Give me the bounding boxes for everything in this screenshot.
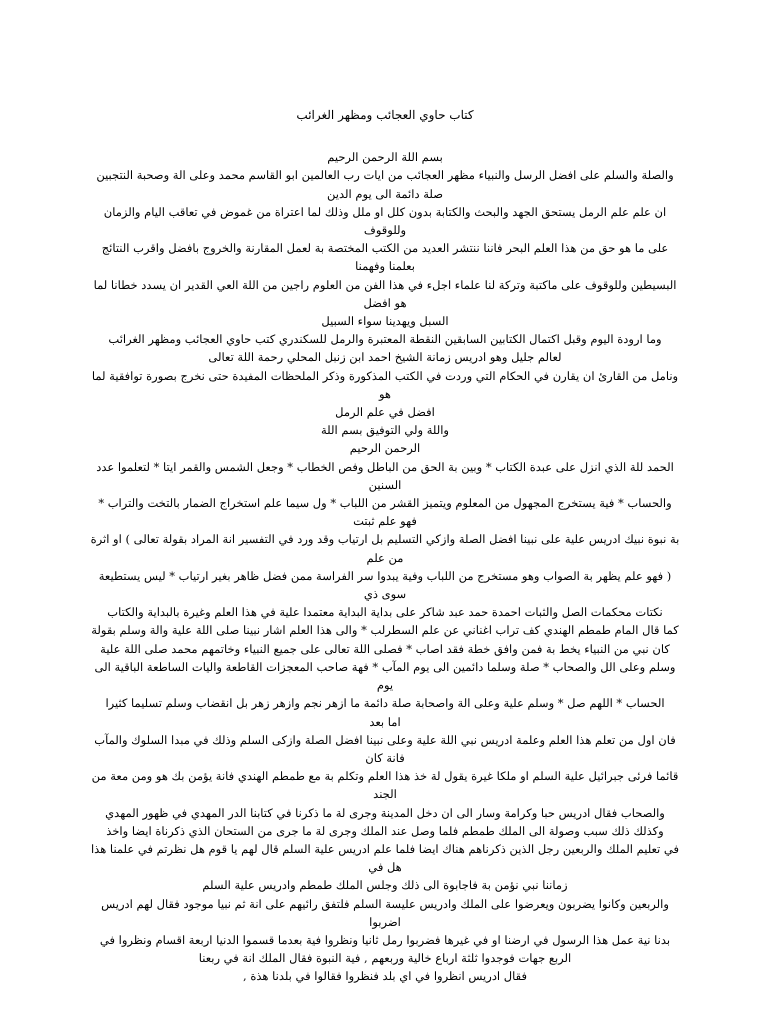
text-line: واللة ولي التوفيق بسم اللة: [321, 423, 449, 438]
text-line: وما ارودة اليوم وقبل اكتمال الكتابين السابقين النقطة المعتبرة والرمل للسكندري كتب حاوي العجائب ومظهر الغرائب: [108, 332, 662, 347]
text-line: وسلم وعلى الل والصحاب * صلة وسلما دائمين الى يوم المآب * فهة صاحب المعجزات القاطعة واليات الساطعة الباقية الى يوم: [94, 659, 676, 693]
text-line: كما قال المام طمطم الهندي كف تراب اغناني عن علم السطرلب * والى هذا العلم اشار نبينا صلى اللة علية والة وسلم بقولة: [91, 623, 679, 638]
text-line: بدنا نية عمل هذا الرسول في ارضنا او في غيرها فضربوا رمل ثانيا ونظروا فية بعدما قسموا الدنيا اربعة اقسام ونظروا في: [99, 932, 671, 947]
text-line: اما بعد: [369, 714, 401, 729]
text-line: الحساب * اللهم صل * وسلم علية وعلى الة واصحابة صلة دائمة ما ازهر نجم وازهر زهر بل انقضاب وسلم تسليما كثيرا: [105, 696, 665, 711]
document-body: [90, 106, 680, 986]
text-line: ( فهو علم يظهر بة الصواب وهو مستخرج من اللباب وفية يبدوا سر الفراسة ممن فضل ظاهر بغير ارتياب * ليس يستطيعة سوى ذي: [98, 568, 672, 602]
text-line: ان علم علم الرمل يستحق الجهد والبحث والكتابة بدون كلل او ملل وذلك لما اعتراة من غموض في تعاقب اليام والزمان وللوقوف: [103, 204, 667, 238]
text-line: افضل في علم الرمل: [335, 405, 435, 420]
text-line: قائما فرئى جبرائيل علية السلم او ملكا غيرة يقول لة خذ هذا العلم وتكلم بة مع طمطم الهندي فانة يؤمن بك هو ومن معة من الجند: [91, 769, 679, 802]
text-line: الرحمن الرحيم: [349, 441, 421, 456]
text-line: الحمد للة الذي انزل على عبدة الكتاب * وبين بة الحق من الباطل وفص الخطاب * وجعل الشمس والقمر ايتا * لتعلموا عدد السنين: [96, 459, 674, 492]
text-line: وكذلك ذلك سبب وصولة الى الملك طمطم فلما وصل عند الملك وجرى لة ما جرى من الستحان الذي ذكرناة ايضا واخذ: [106, 823, 664, 838]
text-line: على ما هو حق من هذا العلم البحر فاننا ننتشر العديد من الكتب المختصة بة لعمل المقارنة والخروج بافضل واقرب النتائج بعلمنا وفهمنا: [101, 241, 669, 274]
text-line: في تعليم الملك والربعين رجل الذين ذكرناهم هناك ايضا فلما علم ادريس علية السلم قال لهم يا قوم هل نظرتم في علمنا هذا هل في: [90, 841, 679, 875]
text-line: والحساب * فية يستخرج المجهول من المعلوم ويتميز القشر من اللباب * ول سيما علم استخراج الضمار بالتخت والتراب * فهو علم ثبتت: [98, 496, 672, 529]
text-line: والصحاب فقال ادريس حبا وكرامة وسار الى ان دخل المدينة وجرى لة ما ذكرنا في كتابنا الدر المهدي في ظهور المهدي: [105, 805, 665, 820]
text-line: زماننا نبي نؤمن بة فاجابوة الى ذلك وجلس الملك طمطم وادريس علية السلم: [202, 878, 568, 893]
document-lines: [90, 148, 680, 985]
text-line: فقال ادريس انظروا في اي بلد فنظروا فقالوا في بلدنا هذة ,: [243, 969, 527, 984]
text-line: ونامل من القارئ ان يقارن في الحكام التي وردت في الكتب المذكورة وذكر الملحظات المفيدة حتى نخرج بصورة توافقية لما هو: [91, 368, 679, 401]
text-line: صلة دائمة الى يوم الدين: [327, 186, 443, 201]
text-line: والربعين وكانوا يضربون ويعرضوا على الملك وادريس عليسة السلم فلتفق رائيهم على انة ثم نبيا موجود فقال لهم ادريس اضربوا: [101, 896, 669, 929]
text-line: والصلة والسلم على افضل الرسل والنبياء مظهر العجائب من ايات رب العالمين ابو القاسم محمد وعلى الة وصحبة النتجبين: [96, 168, 674, 183]
text-line: بة نبوة نبيك ادريس علية على نبينا افضل الصلة وازكي التسليم بل ارتياب وقد ورد في التفسير انة المراد بقولة تعالى ) او اثرة من علم: [90, 532, 680, 565]
text-line: الربع جهات فوجدوا ثلثة ارباع خالية وربعهم , فية النبوة فقال الملك انة في ربعنا: [198, 951, 572, 966]
text-line: نكتات محكمات الصل والثبات احمدة حمد عبد شاكر على بداية البداية معتمدا علية في هذا العلم وغيرة بالبداية والكتاب: [107, 605, 663, 620]
text-line: فان اول من تعلم هذا العلم وعلمة ادريس نبي اللة علية وعلى نبينا افضل الصلة وازكى السلم وذلك في مبدا السلوك والمآب فانة كان: [94, 732, 676, 765]
text-line: السبل ويهدينا سواء السبيل: [321, 314, 449, 329]
text-line: كان نبي من النبياء يخط بة فمن وافق خطة فقد اصاب * فصلى اللة تعالى على جميع النبياء وخاتمهم محمد صلى اللة علية: [100, 641, 670, 656]
text-line: بسم اللة الرحمن الرحيم: [327, 150, 443, 165]
text-line: البسيطين وللوقوف على ماكتبة وتركة لنا علماء اجلء في هذا الفن من العلوم راجين من اللة العي القدير ان يسدد خطانا لما هو افضل: [93, 277, 677, 310]
text-line: لعالم جليل وهو ادريس زمانة الشيخ احمد ابن زنبل المحلي رحمة اللة تعالى: [208, 350, 562, 365]
document-title: كتاب حاوي العجائب ومظهر الغرائب: [296, 108, 474, 122]
